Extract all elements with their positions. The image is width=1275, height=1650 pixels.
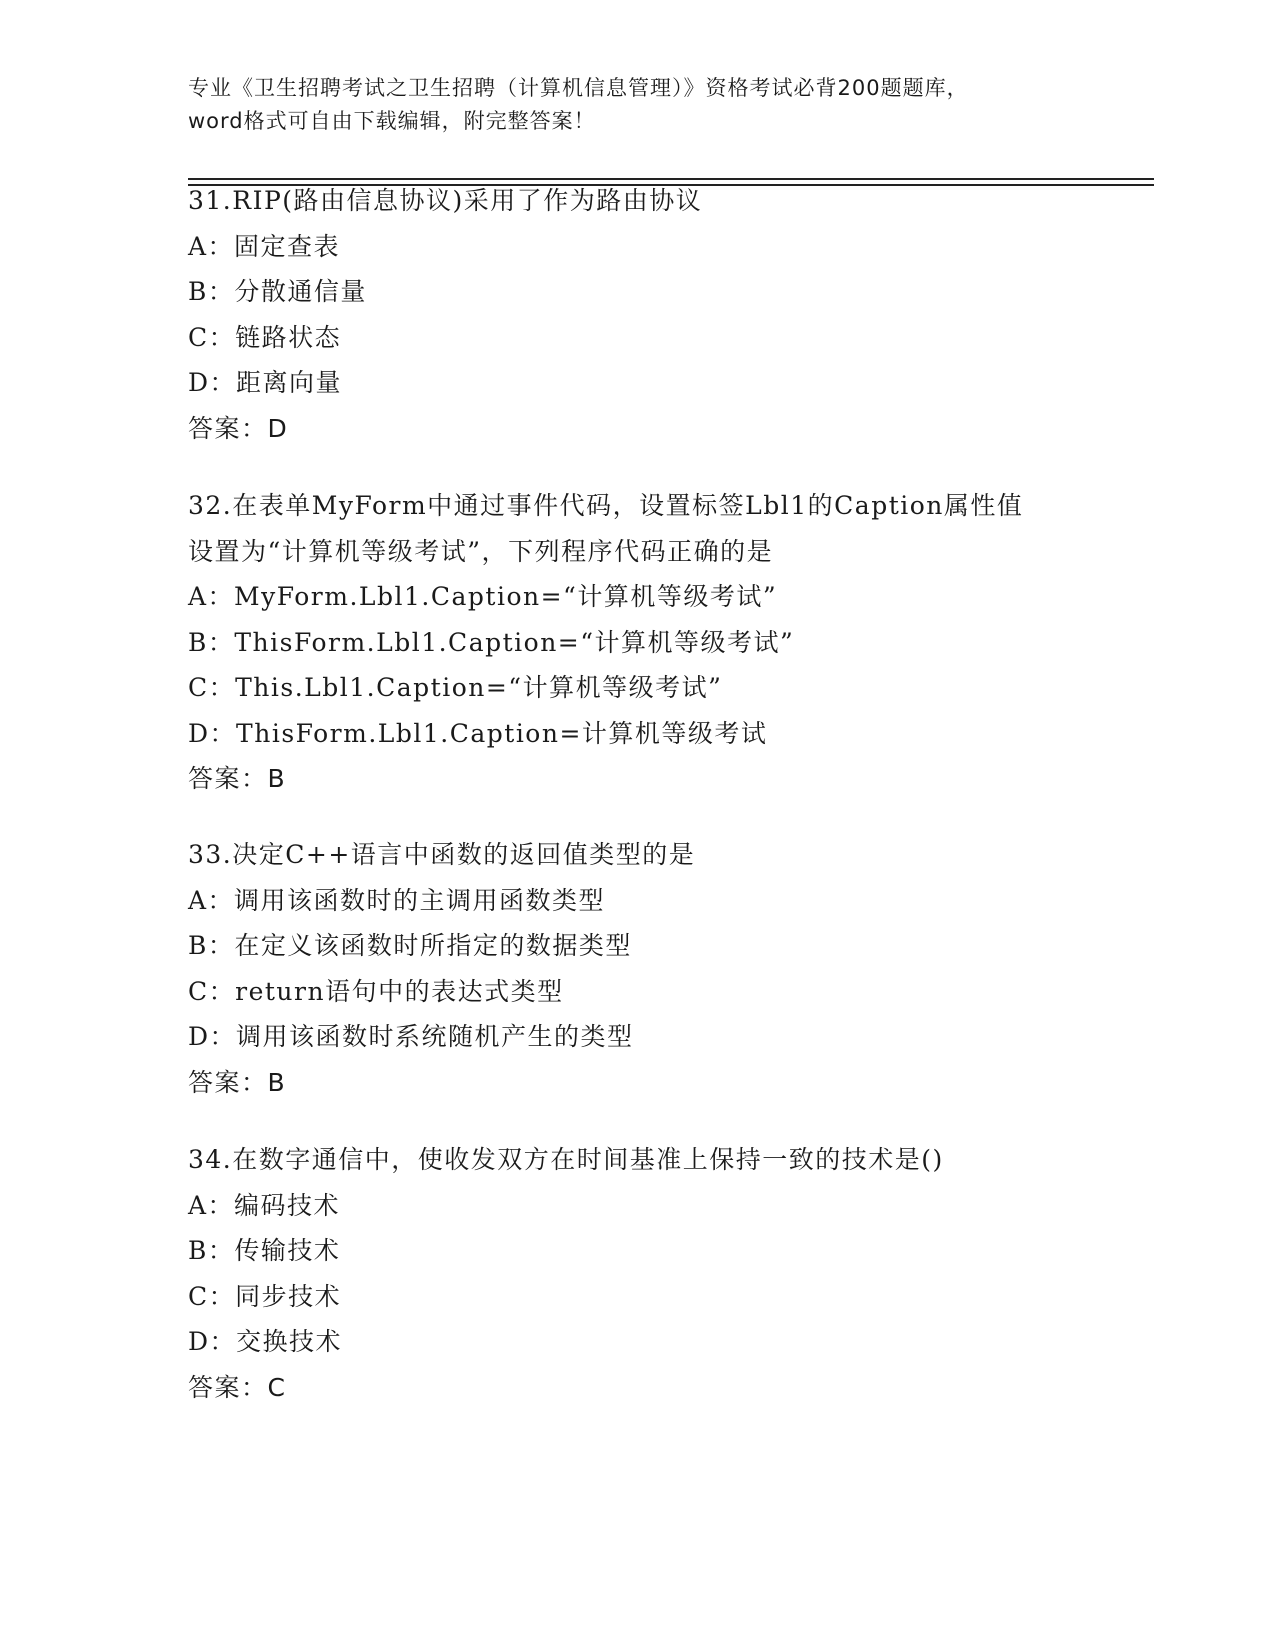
- answer: 答案：C: [188, 1372, 287, 1402]
- option-d: D：交换技术: [188, 1327, 343, 1356]
- option-b: B：分散通信量: [188, 277, 367, 306]
- question-31: [188, 178, 1088, 451]
- answer: 答案：B: [188, 764, 287, 793]
- question-stem: 34.在数字通信中，使收发双方在时间基准上保持一致的技术是(): [188, 1145, 944, 1174]
- option-b: B：传输技术: [188, 1236, 341, 1265]
- option-a: A：调用该函数时的主调用函数类型: [188, 885, 606, 915]
- question-stem: 32.在表单MyForm中通过事件代码，设置标签Lbl1的Caption属性值: [188, 491, 1024, 520]
- document-header: [188, 72, 1088, 138]
- question-stem: 31.RIP(路由信息协议)采用了作为路由协议: [188, 186, 703, 215]
- option-a: A：固定查表: [188, 231, 341, 261]
- option-a: A：编码技术: [188, 1190, 341, 1220]
- option-b: B：在定义该函数时所指定的数据类型: [188, 931, 632, 960]
- option-b: B：ThisForm.Lbl1.Caption=“计算机等级考试”: [188, 627, 795, 657]
- question-34: [188, 1137, 1088, 1410]
- question-32: [188, 483, 1088, 802]
- header-line-2: word格式可自由下载编辑，附完整答案！: [188, 109, 596, 133]
- option-c: C：同步技术: [188, 1281, 342, 1311]
- question-33: [188, 832, 1088, 1105]
- option-c: C：链路状态: [188, 322, 342, 352]
- option-c: C：return语句中的表达式类型: [188, 976, 564, 1006]
- option-d: D：调用该函数时系统随机产生的类型: [188, 1022, 634, 1051]
- header-line-1: 专业《卫生招聘考试之卫生招聘（计算机信息管理）》资格考试必背200题题库，: [188, 76, 969, 100]
- answer: 答案：B: [188, 1067, 287, 1097]
- option-d: D：ThisForm.Lbl1.Caption=计算机等级考试: [188, 718, 768, 748]
- answer: 答案：D: [188, 413, 289, 443]
- option-d: D：距离向量: [188, 368, 343, 397]
- question-stem: 33.决定C++语言中函数的返回值类型的是: [188, 840, 696, 869]
- option-a: A：MyForm.Lbl1.Caption=“计算机等级考试”: [188, 582, 778, 611]
- question-stem-continued: 设置为“计算机等级考试”，下列程序代码正确的是: [188, 536, 774, 566]
- option-c: C：This.Lbl1.Caption=“计算机等级考试”: [188, 673, 723, 702]
